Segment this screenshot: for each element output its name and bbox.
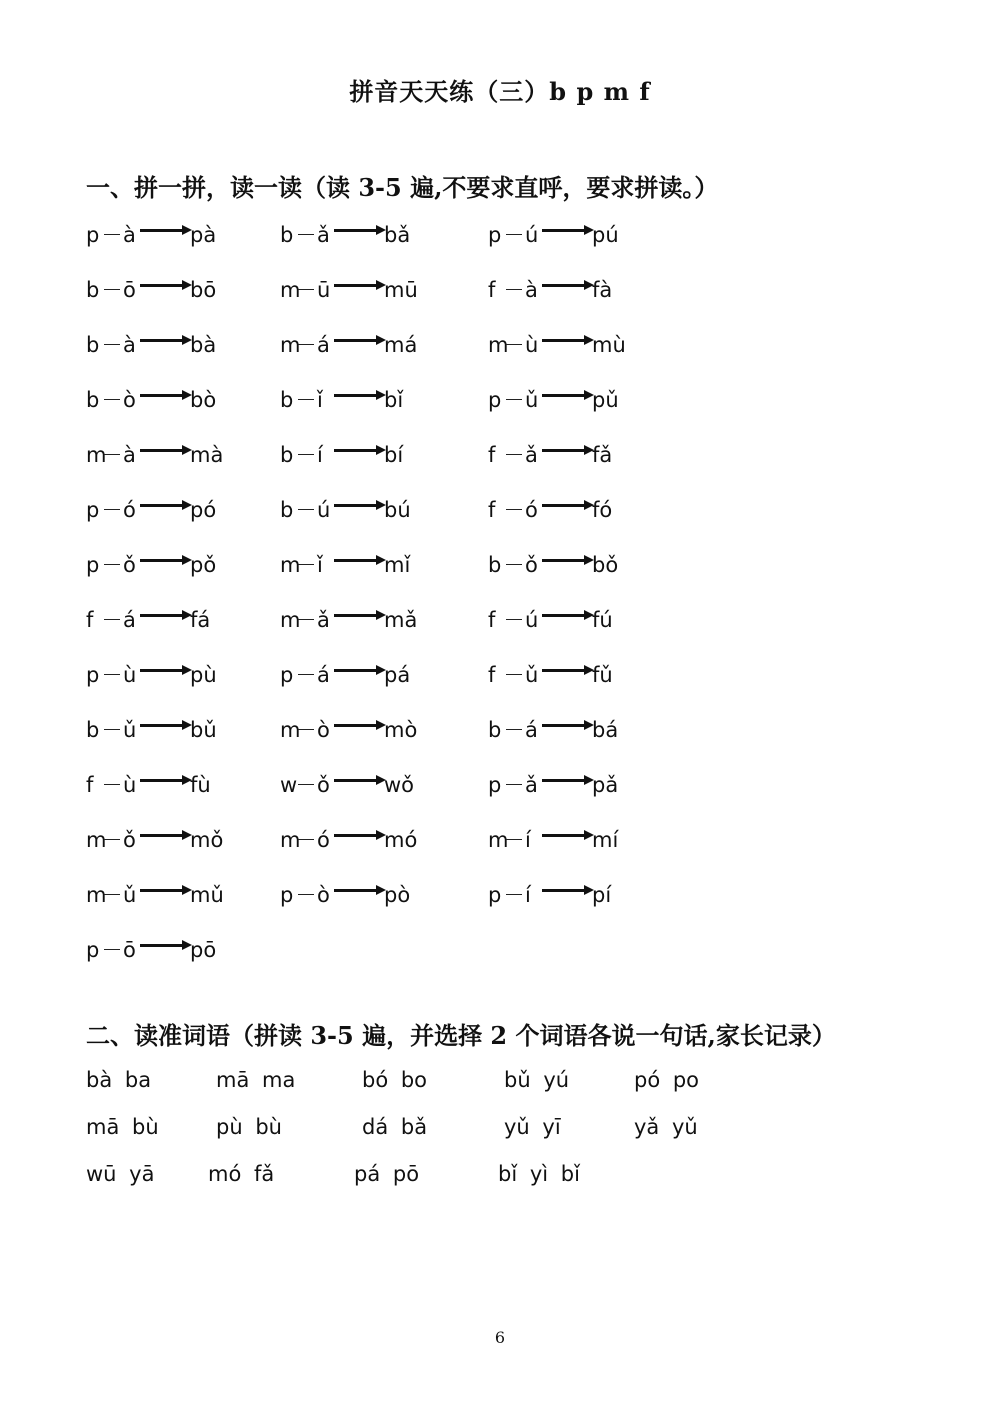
join-dash: [298, 344, 314, 345]
initial-consonant: f: [488, 278, 496, 302]
syllable-result: fà: [592, 278, 613, 302]
join-dash: [506, 454, 522, 455]
arrow-right-icon: [140, 445, 192, 455]
arrow-right-icon: [334, 830, 386, 840]
initial-consonant: p: [86, 498, 100, 522]
arrow-right-icon: [542, 445, 594, 455]
arrow-right-icon: [140, 610, 192, 620]
final-vowel: ǔ: [123, 718, 137, 742]
final-vowel: í: [525, 828, 531, 852]
arrow-right-icon: [334, 555, 386, 565]
syllable-result: pǒ: [190, 553, 217, 577]
join-dash: [298, 454, 314, 455]
syllable-result: pà: [190, 223, 217, 247]
final-vowel: ǎ: [525, 773, 538, 797]
syllable-result: bō: [190, 278, 217, 302]
arrow-right-icon: [140, 775, 192, 785]
final-vowel: à: [123, 333, 136, 357]
join-dash: [298, 784, 314, 785]
join-dash: [298, 674, 314, 675]
syllable-result: mū: [384, 278, 418, 302]
arrow-right-icon: [334, 885, 386, 895]
syllable-result: bǎ: [384, 223, 411, 247]
arrow-right-icon: [140, 390, 192, 400]
final-vowel: à: [123, 223, 136, 247]
initial-consonant: p: [86, 223, 100, 247]
initial-consonant: b: [488, 553, 502, 577]
page-number: 6: [494, 1328, 506, 1347]
initial-consonant: p: [488, 773, 502, 797]
arrow-right-icon: [140, 500, 192, 510]
arrow-right-icon: [542, 610, 594, 620]
syllable-result: bà: [190, 333, 217, 357]
word-row: [86, 1162, 786, 1209]
final-vowel: ō: [123, 938, 136, 962]
syllable-result: pá: [384, 663, 411, 687]
initial-consonant: m: [86, 828, 107, 852]
final-vowel: ō: [123, 278, 136, 302]
arrow-right-icon: [140, 720, 192, 730]
final-vowel: ó: [317, 828, 330, 852]
arrow-right-icon: [334, 665, 386, 675]
join-dash: [506, 289, 522, 290]
initial-consonant: p: [280, 883, 294, 907]
join-dash: [506, 784, 522, 785]
syllable-result: mǐ: [384, 553, 411, 577]
syllable-result: mò: [384, 718, 418, 742]
word-item: bó bo: [362, 1068, 428, 1092]
initial-consonant: m: [280, 718, 301, 742]
arrow-right-icon: [542, 335, 594, 345]
join-dash: [298, 564, 314, 565]
join-dash: [104, 619, 120, 620]
spelling-row: [86, 495, 686, 550]
arrow-right-icon: [140, 225, 192, 235]
word-item: mā bù: [86, 1115, 159, 1139]
syllable-result: pǎ: [592, 773, 619, 797]
initial-consonant: b: [280, 443, 294, 467]
syllable-result: fó: [592, 498, 613, 522]
syllable-result: pù: [190, 663, 217, 687]
final-vowel: ú: [525, 223, 539, 247]
spelling-grid: [86, 220, 686, 990]
initial-consonant: m: [86, 883, 107, 907]
final-vowel: ū: [317, 278, 331, 302]
final-vowel: ó: [525, 498, 538, 522]
join-dash: [298, 619, 314, 620]
join-dash: [298, 729, 314, 730]
join-dash: [104, 509, 120, 510]
initial-consonant: p: [488, 223, 502, 247]
join-dash: [298, 289, 314, 290]
initial-consonant: m: [280, 333, 301, 357]
syllable-result: bǐ: [384, 388, 404, 412]
section1-heading: 一、拼一拼，读一读（读 3-5 遍,不要求直呼，要求拼读。）: [86, 173, 719, 202]
initial-consonant: m: [86, 443, 107, 467]
join-dash: [298, 894, 314, 895]
syllable-result: bá: [592, 718, 619, 742]
initial-consonant: m: [488, 828, 509, 852]
word-item: mā ma: [216, 1068, 296, 1092]
arrow-right-icon: [334, 720, 386, 730]
syllable-result: mǒ: [190, 828, 224, 852]
final-vowel: í: [317, 443, 323, 467]
arrow-right-icon: [334, 225, 386, 235]
join-dash: [506, 509, 522, 510]
join-dash: [104, 729, 120, 730]
spelling-row: [86, 550, 686, 605]
arrow-right-icon: [334, 280, 386, 290]
spelling-row: [86, 660, 686, 715]
spelling-row: [86, 330, 686, 385]
join-dash: [104, 949, 120, 950]
word-item: wū yā: [86, 1162, 155, 1186]
initial-consonant: b: [280, 498, 294, 522]
initial-consonant: m: [280, 828, 301, 852]
initial-consonant: p: [488, 388, 502, 412]
syllable-result: mù: [592, 333, 626, 357]
arrow-right-icon: [140, 555, 192, 565]
initial-consonant: f: [86, 608, 94, 632]
word-item: bǐ yì bǐ: [498, 1162, 580, 1186]
initial-consonant: b: [86, 388, 100, 412]
syllable-result: mà: [190, 443, 224, 467]
arrow-right-icon: [542, 885, 594, 895]
join-dash: [104, 674, 120, 675]
final-vowel: ǐ: [317, 388, 323, 412]
join-dash: [104, 894, 120, 895]
join-dash: [506, 564, 522, 565]
arrow-right-icon: [334, 775, 386, 785]
arrow-right-icon: [542, 225, 594, 235]
join-dash: [506, 674, 522, 675]
spelling-row: [86, 275, 686, 330]
join-dash: [506, 344, 522, 345]
join-dash: [104, 344, 120, 345]
word-item: bà ba: [86, 1068, 152, 1092]
initial-consonant: f: [488, 498, 496, 522]
word-list: [86, 1068, 786, 1209]
spelling-row: [86, 715, 686, 770]
syllable-result: mǔ: [190, 883, 224, 907]
final-vowel: á: [317, 333, 330, 357]
arrow-right-icon: [542, 280, 594, 290]
initial-consonant: b: [86, 718, 100, 742]
word-item: pó po: [634, 1068, 700, 1092]
spelling-row: [86, 220, 686, 275]
final-vowel: ù: [525, 333, 539, 357]
syllable-result: bú: [384, 498, 411, 522]
spelling-row: [86, 770, 686, 825]
initial-consonant: p: [86, 938, 100, 962]
final-vowel: ò: [317, 883, 330, 907]
final-vowel: ǐ: [317, 553, 323, 577]
arrow-right-icon: [542, 775, 594, 785]
initial-consonant: w: [280, 773, 298, 797]
syllable-result: mǎ: [384, 608, 418, 632]
arrow-right-icon: [140, 885, 192, 895]
initial-consonant: b: [86, 333, 100, 357]
initial-consonant: f: [488, 663, 496, 687]
spelling-row: [86, 935, 686, 990]
syllable-result: pú: [592, 223, 619, 247]
initial-consonant: p: [280, 663, 294, 687]
final-vowel: ǎ: [525, 443, 538, 467]
join-dash: [298, 234, 314, 235]
final-vowel: ǎ: [317, 608, 330, 632]
syllable-result: fá: [190, 608, 211, 632]
initial-consonant: p: [86, 663, 100, 687]
syllable-result: fǔ: [592, 663, 613, 687]
syllable-result: má: [384, 333, 418, 357]
spelling-row: [86, 385, 686, 440]
word-item: dá bǎ: [362, 1115, 428, 1139]
syllable-result: pó: [190, 498, 217, 522]
word-item: mó fǎ: [208, 1162, 275, 1186]
word-item: bǔ yú: [504, 1068, 570, 1092]
initial-consonant: b: [488, 718, 502, 742]
spelling-row: [86, 825, 686, 880]
syllable-result: pǔ: [592, 388, 619, 412]
initial-consonant: b: [86, 278, 100, 302]
final-vowel: á: [317, 663, 330, 687]
join-dash: [104, 234, 120, 235]
join-dash: [104, 454, 120, 455]
syllable-result: fú: [592, 608, 613, 632]
final-vowel: ǒ: [525, 553, 538, 577]
syllable-result: pò: [384, 883, 411, 907]
final-vowel: á: [123, 608, 136, 632]
final-vowel: ò: [317, 718, 330, 742]
arrow-right-icon: [542, 665, 594, 675]
join-dash: [506, 894, 522, 895]
join-dash: [506, 619, 522, 620]
arrow-right-icon: [542, 500, 594, 510]
syllable-result: bǔ: [190, 718, 217, 742]
arrow-right-icon: [334, 610, 386, 620]
arrow-right-icon: [334, 335, 386, 345]
initial-consonant: f: [86, 773, 94, 797]
join-dash: [506, 234, 522, 235]
syllable-result: bò: [190, 388, 217, 412]
initial-consonant: m: [280, 608, 301, 632]
initial-consonant: p: [488, 883, 502, 907]
word-item: yǎ yǔ: [634, 1115, 698, 1139]
word-row: [86, 1068, 786, 1115]
word-row: [86, 1115, 786, 1162]
arrow-right-icon: [140, 830, 192, 840]
arrow-right-icon: [334, 390, 386, 400]
arrow-right-icon: [542, 830, 594, 840]
final-vowel: ú: [317, 498, 331, 522]
join-dash: [298, 509, 314, 510]
final-vowel: ǎ: [317, 223, 330, 247]
join-dash: [506, 839, 522, 840]
syllable-result: mí: [592, 828, 619, 852]
final-vowel: ú: [525, 608, 539, 632]
word-item: pù bù: [216, 1115, 282, 1139]
final-vowel: ù: [123, 773, 137, 797]
join-dash: [104, 784, 120, 785]
initial-consonant: m: [280, 278, 301, 302]
syllable-result: wǒ: [384, 773, 415, 797]
arrow-right-icon: [334, 500, 386, 510]
syllable-result: fù: [190, 773, 211, 797]
arrow-right-icon: [542, 390, 594, 400]
syllable-result: pí: [592, 883, 612, 907]
join-dash: [104, 399, 120, 400]
final-vowel: ǔ: [525, 663, 539, 687]
arrow-right-icon: [140, 280, 192, 290]
join-dash: [298, 399, 314, 400]
page-title: 拼音天天练（三）b p m f: [349, 77, 651, 106]
spelling-row: [86, 440, 686, 495]
final-vowel: ǔ: [525, 388, 539, 412]
arrow-right-icon: [140, 335, 192, 345]
join-dash: [104, 289, 120, 290]
word-item: yǔ yī: [504, 1115, 561, 1139]
final-vowel: ǒ: [317, 773, 330, 797]
initial-consonant: b: [280, 388, 294, 412]
section2-heading: 二、读准词语（拼读 3-5 遍，并选择 2 个词语各说一句话,家长记录）: [86, 1021, 836, 1050]
arrow-right-icon: [542, 555, 594, 565]
arrow-right-icon: [140, 665, 192, 675]
initial-consonant: f: [488, 608, 496, 632]
syllable-result: bǒ: [592, 553, 619, 577]
final-vowel: á: [525, 718, 538, 742]
final-vowel: à: [525, 278, 538, 302]
join-dash: [104, 839, 120, 840]
initial-consonant: f: [488, 443, 496, 467]
arrow-right-icon: [140, 940, 192, 950]
syllable-result: mó: [384, 828, 418, 852]
spelling-row: [86, 605, 686, 660]
initial-consonant: m: [488, 333, 509, 357]
final-vowel: ó: [123, 498, 136, 522]
final-vowel: í: [525, 883, 531, 907]
syllable-result: fǎ: [592, 443, 613, 467]
arrow-right-icon: [334, 445, 386, 455]
initial-consonant: m: [280, 553, 301, 577]
initial-consonant: p: [86, 553, 100, 577]
join-dash: [506, 399, 522, 400]
join-dash: [506, 729, 522, 730]
join-dash: [104, 564, 120, 565]
join-dash: [298, 839, 314, 840]
final-vowel: ù: [123, 663, 137, 687]
final-vowel: ǔ: [123, 883, 137, 907]
syllable-result: bí: [384, 443, 404, 467]
spelling-row: [86, 880, 686, 935]
final-vowel: ò: [123, 388, 136, 412]
initial-consonant: b: [280, 223, 294, 247]
final-vowel: ǒ: [123, 828, 136, 852]
word-item: pá pō: [354, 1162, 420, 1186]
syllable-result: pō: [190, 938, 217, 962]
arrow-right-icon: [542, 720, 594, 730]
final-vowel: ǒ: [123, 553, 136, 577]
final-vowel: à: [123, 443, 136, 467]
